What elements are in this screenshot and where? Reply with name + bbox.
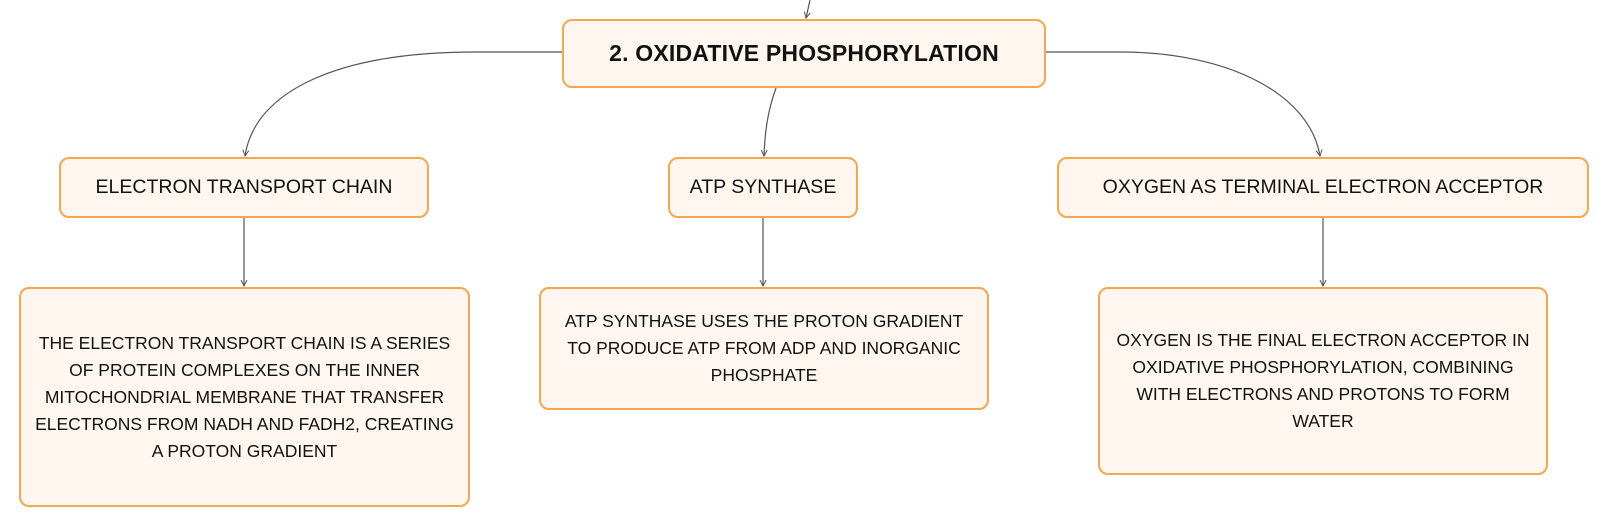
detail-node-oxygen[interactable]	[1098, 287, 1548, 475]
topic-node-oxygen-terminal-acceptor[interactable]	[1057, 157, 1589, 218]
topic-label: ATP SYNTHASE	[689, 176, 837, 198]
root-node-label: 2. OXIDATIVE PHOSPHORYLATION	[609, 40, 999, 66]
connector-root-to-etc	[245, 52, 562, 156]
connector-root-to-atp	[764, 88, 776, 156]
topic-label: ELECTRON TRANSPORT CHAIN	[95, 176, 393, 198]
detail-node-atp-synthase[interactable]	[539, 287, 989, 410]
topic-label: OXYGEN AS TERMINAL ELECTRON ACCEPTOR	[1102, 176, 1544, 198]
detail-text: THE ELECTRON TRANSPORT CHAIN IS A SERIES OF PROTEIN COMPLEXES ON THE INNER MITOCHONDRIAL MEMBRANE THAT TRANSFER ELECTRONS FROM NADH AND FADH2, CREATING A PROTON GRADIENT	[35, 332, 454, 461]
detail-node-electron-transport-chain[interactable]	[19, 287, 470, 507]
detail-text: ATP SYNTHASE USES THE PROTON GRADIENT TO PRODUCE ATP FROM ADP AND INORGANIC PHOSPHATE	[564, 311, 964, 385]
detail-text: OXYGEN IS THE FINAL ELECTRON ACCEPTOR IN OXIDATIVE PHOSPHORYLATION, COMBINING WITH ELECTRONS AND PROTONS TO FORM WATER	[1116, 330, 1530, 431]
root-node[interactable]	[562, 19, 1046, 88]
incoming-connector	[806, 0, 810, 18]
connector-root-to-oxygen	[1046, 52, 1320, 156]
topic-node-atp-synthase[interactable]	[668, 157, 858, 218]
topic-node-electron-transport-chain[interactable]	[59, 157, 429, 218]
